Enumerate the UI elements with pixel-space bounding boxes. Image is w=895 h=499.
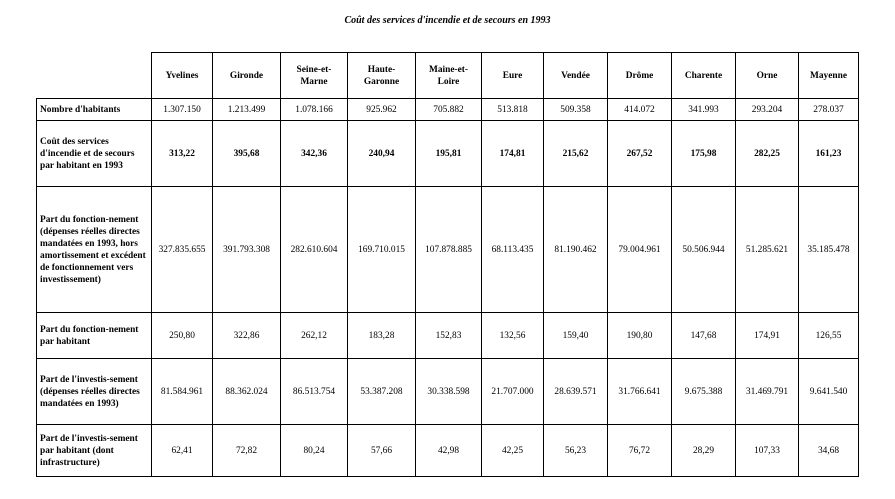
table-cell: 1.307.150 <box>152 99 213 121</box>
table-cell: 342,36 <box>281 121 348 187</box>
table-cell: 925.962 <box>348 99 416 121</box>
column-header: Mayenne <box>799 53 859 99</box>
row-label: Part du fonction-nement par habitant <box>37 313 152 359</box>
header-row <box>37 53 859 99</box>
table-cell: 42,25 <box>482 425 544 477</box>
table-cell: 88.362.024 <box>213 359 281 425</box>
table-row <box>37 425 859 477</box>
table-row <box>37 99 859 121</box>
table-cell: 62,41 <box>152 425 213 477</box>
column-header: Maine-et- Loire <box>416 53 482 99</box>
table-cell: 240,94 <box>348 121 416 187</box>
table-cell: 282.610.604 <box>281 187 348 313</box>
table-cell: 28.639.571 <box>544 359 608 425</box>
table-cell: 31.469.791 <box>736 359 799 425</box>
row-label: Part du fonction-nement (dépenses réelles directes mandatées en 1993, hors amortissement et excédent de fonctionnement vers investissement) <box>37 187 152 313</box>
table-cell: 183,28 <box>348 313 416 359</box>
table-row <box>37 121 859 187</box>
table-cell: 174,91 <box>736 313 799 359</box>
table-cell: 80,24 <box>281 425 348 477</box>
table-cell: 313,22 <box>152 121 213 187</box>
table-cell: 174,81 <box>482 121 544 187</box>
column-header: Vendée <box>544 53 608 99</box>
table-cell: 322,86 <box>213 313 281 359</box>
table-cell: 262,12 <box>281 313 348 359</box>
table-cell: 267,52 <box>608 121 672 187</box>
column-header: Orne <box>736 53 799 99</box>
table-cell: 9.641.540 <box>799 359 859 425</box>
table-cell: 250,80 <box>152 313 213 359</box>
table-cell: 1.078.166 <box>281 99 348 121</box>
table-body <box>37 99 859 477</box>
table-cell: 152,83 <box>416 313 482 359</box>
row-label: Part de l'investis-sement (dépenses réelles directes mandatées en 1993) <box>37 359 152 425</box>
table-cell: 107,33 <box>736 425 799 477</box>
table-cell: 169.710.015 <box>348 187 416 313</box>
table-cell: 34,68 <box>799 425 859 477</box>
table-row <box>37 187 859 313</box>
table-cell: 293.204 <box>736 99 799 121</box>
table-cell: 107.878.885 <box>416 187 482 313</box>
table-cell: 28,29 <box>672 425 736 477</box>
table-cell: 126,55 <box>799 313 859 359</box>
table-cell: 705.882 <box>416 99 482 121</box>
table-cell: 81.584.961 <box>152 359 213 425</box>
column-header: Eure <box>482 53 544 99</box>
table-cell: 31.766.641 <box>608 359 672 425</box>
table-cell: 395,68 <box>213 121 281 187</box>
table-cell: 414.072 <box>608 99 672 121</box>
table-cell: 35.185.478 <box>799 187 859 313</box>
table-cell: 57,66 <box>348 425 416 477</box>
table-cell: 159,40 <box>544 313 608 359</box>
table-cell: 81.190.462 <box>544 187 608 313</box>
table-cell: 9.675.388 <box>672 359 736 425</box>
table-cell: 175,98 <box>672 121 736 187</box>
table-cell: 509.358 <box>544 99 608 121</box>
table-cell: 132,56 <box>482 313 544 359</box>
table-cell: 21.707.000 <box>482 359 544 425</box>
table-cell: 391.793.308 <box>213 187 281 313</box>
table-cell: 190,80 <box>608 313 672 359</box>
table-cell: 327.835.655 <box>152 187 213 313</box>
table-cell: 72,82 <box>213 425 281 477</box>
table-cell: 30.338.598 <box>416 359 482 425</box>
table-cell: 215,62 <box>544 121 608 187</box>
corner-cell <box>37 53 152 99</box>
table-row <box>37 359 859 425</box>
table-cell: 56,23 <box>544 425 608 477</box>
table-cell: 161,23 <box>799 121 859 187</box>
table-cell: 282,25 <box>736 121 799 187</box>
table-cell: 51.285.621 <box>736 187 799 313</box>
table-cell: 278.037 <box>799 99 859 121</box>
column-header: Drôme <box>608 53 672 99</box>
table-row <box>37 313 859 359</box>
table-cell: 42,98 <box>416 425 482 477</box>
row-label: Part de l'investis-sement par habitant (dont infrastructure) <box>37 425 152 477</box>
table-cell: 86.513.754 <box>281 359 348 425</box>
table-cell: 76,72 <box>608 425 672 477</box>
table-cell: 513.818 <box>482 99 544 121</box>
cost-table <box>36 52 859 477</box>
column-header: Seine-et- Marne <box>281 53 348 99</box>
table-cell: 79.004.961 <box>608 187 672 313</box>
table-cell: 50.506.944 <box>672 187 736 313</box>
row-label: Coût des services d'incendie et de secours par habitant en 1993 <box>37 121 152 187</box>
column-header: Yvelines <box>152 53 213 99</box>
row-label: Nombre d'habitants <box>37 99 152 121</box>
table-cell: 195,81 <box>416 121 482 187</box>
column-header: Haute- Garonne <box>348 53 416 99</box>
table-title: Coût des services d'incendie et de secours en 1993 <box>344 15 551 26</box>
column-header: Charente <box>672 53 736 99</box>
table-cell: 341.993 <box>672 99 736 121</box>
table-cell: 53.387.208 <box>348 359 416 425</box>
table-cell: 1.213.499 <box>213 99 281 121</box>
column-header: Gironde <box>213 53 281 99</box>
table-cell: 68.113.435 <box>482 187 544 313</box>
table-cell: 147,68 <box>672 313 736 359</box>
